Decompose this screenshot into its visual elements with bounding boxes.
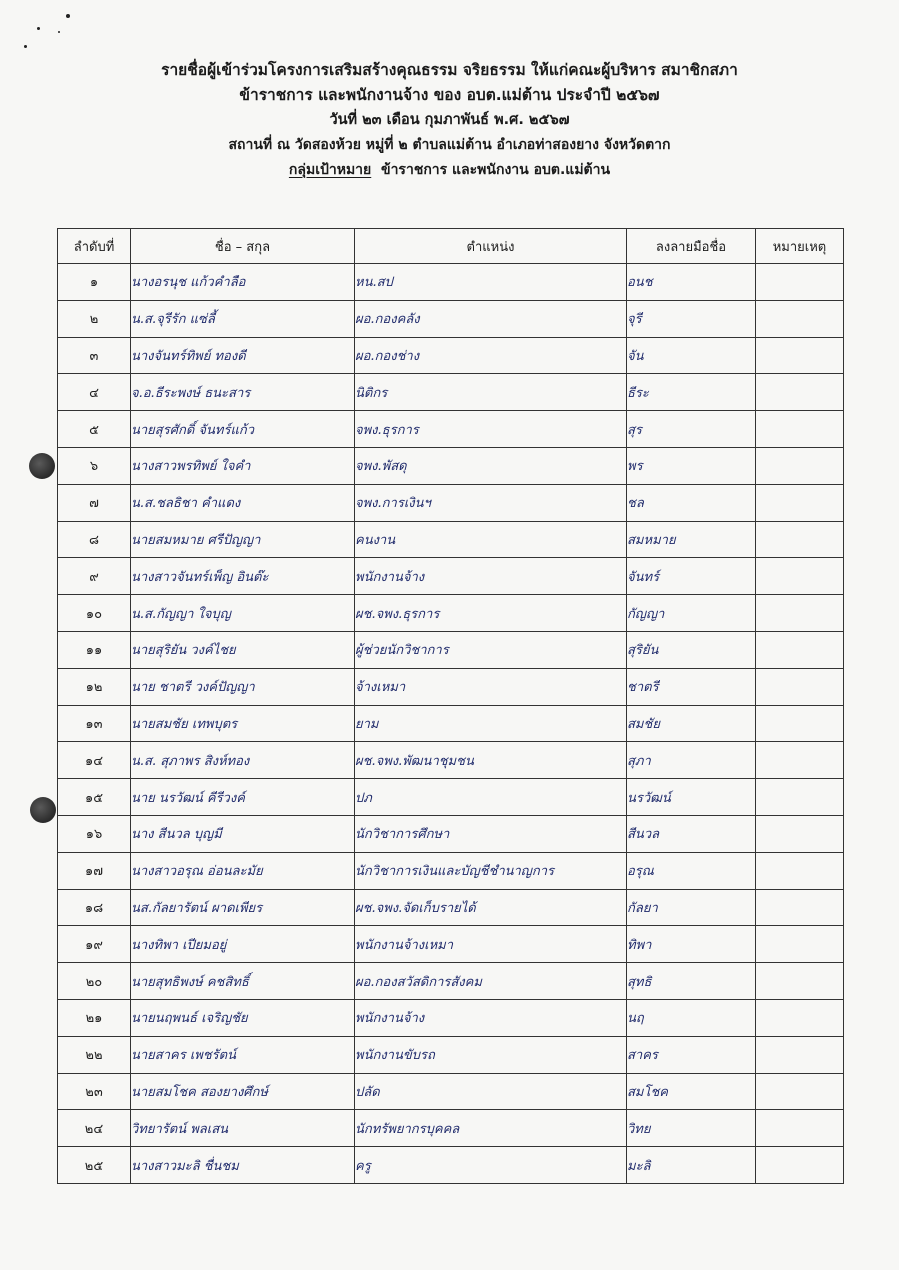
table-row <box>58 484 844 521</box>
row-position: หน.สป <box>355 264 627 301</box>
row-number: ๓ <box>58 337 131 374</box>
row-number: ๑๘ <box>58 889 131 926</box>
header-title: รายชื่อผู้เข้าร่วมโครงการเสริมสร้างคุณธรรม จริยธรรม ให้แก่คณะผู้บริหาร สมาชิกสภา <box>161 61 738 79</box>
row-note <box>756 484 844 521</box>
row-number: ๑๕ <box>58 779 131 816</box>
row-signature: สุทธิ <box>627 963 756 1000</box>
row-note <box>756 999 844 1036</box>
row-name: น.ส.จุรีรัก แซ่ลี้ <box>131 300 355 337</box>
row-signature: นฤ <box>627 999 756 1036</box>
column-header-no: ลำดับที่ <box>58 229 131 264</box>
row-note <box>756 668 844 705</box>
target-group-value: ข้าราชการ และพนักงาน อบต.แม่ต้าน <box>381 162 611 178</box>
row-name: นายสุริยัน วงค์ไชย <box>131 631 355 668</box>
table-row <box>58 999 844 1036</box>
table-row <box>58 1110 844 1147</box>
table-row <box>58 300 844 337</box>
attendance-rows <box>58 264 844 1184</box>
table-row <box>58 447 844 484</box>
table-row <box>58 521 844 558</box>
table-row <box>58 631 844 668</box>
table-row <box>58 668 844 705</box>
row-position: ผช.จพง.ธุรการ <box>355 595 627 632</box>
table-row <box>58 595 844 632</box>
row-number: ๒๐ <box>58 963 131 1000</box>
row-name: นายสมชัย เทพบุตร <box>131 705 355 742</box>
row-position: คนงาน <box>355 521 627 558</box>
table-row <box>58 337 844 374</box>
row-note <box>756 1073 844 1110</box>
row-position: ผอ.กองสวัสดิการสังคม <box>355 963 627 1000</box>
row-signature: อรุณ <box>627 852 756 889</box>
row-position: จพง.ธุรการ <box>355 411 627 448</box>
row-note <box>756 411 844 448</box>
row-position: นิติกร <box>355 374 627 411</box>
row-signature: สมชัย <box>627 705 756 742</box>
table-row <box>58 1147 844 1184</box>
row-number: ๒๑ <box>58 999 131 1036</box>
table-row <box>58 558 844 595</box>
punch-hole-top <box>29 453 55 479</box>
header-target-group <box>0 158 899 183</box>
table-row <box>58 926 844 963</box>
row-position: นักทรัพยากรบุคคล <box>355 1110 627 1147</box>
document-header <box>0 58 899 183</box>
row-note <box>756 742 844 779</box>
column-header-note: หมายเหตุ <box>756 229 844 264</box>
table-header-row <box>58 229 844 264</box>
row-number: ๑๔ <box>58 742 131 779</box>
header-location: สถานที่ ณ วัดสองห้วย หมู่ที่ ๒ ตำบลแม่ต้าน อำเภอท่าสองยาง จังหวัดตาก <box>228 137 671 153</box>
row-number: ๒๕ <box>58 1147 131 1184</box>
attendance-table <box>57 228 844 1184</box>
row-position: ผช.จพง.จัดเก็บรายได้ <box>355 889 627 926</box>
row-note <box>756 264 844 301</box>
row-number: ๙ <box>58 558 131 595</box>
row-signature: พร <box>627 447 756 484</box>
table-row <box>58 889 844 926</box>
row-name: นาย ชาตรี วงค์ปัญญา <box>131 668 355 705</box>
row-position: จ้างเหมา <box>355 668 627 705</box>
row-name: นางสาวอรุณ อ่อนละมัย <box>131 852 355 889</box>
row-position: พนักงานจ้าง <box>355 558 627 595</box>
header-date: วันที่ ๒๓ เดือน กุมภาพันธ์ พ.ศ. ๒๕๖๗ <box>329 112 570 128</box>
row-number: ๕ <box>58 411 131 448</box>
row-position: ผอ.กองช่าง <box>355 337 627 374</box>
table-row <box>58 264 844 301</box>
punch-hole-bottom <box>30 797 56 823</box>
row-signature: นรวัฒน์ <box>627 779 756 816</box>
row-position: นักวิชาการศึกษา <box>355 815 627 852</box>
row-position: พนักงานขับรถ <box>355 1036 627 1073</box>
row-signature: สุร <box>627 411 756 448</box>
row-number: ๒๒ <box>58 1036 131 1073</box>
table-row <box>58 779 844 816</box>
header-subtitle: ข้าราชการ และพนักงานจ้าง ของ อบต.แม่ต้าน ประจำปี ๒๕๖๗ <box>239 86 660 104</box>
row-note <box>756 889 844 926</box>
table-row <box>58 963 844 1000</box>
column-header-name: ชื่อ – สกุล <box>131 229 355 264</box>
row-number: ๑๓ <box>58 705 131 742</box>
row-number: ๑๒ <box>58 668 131 705</box>
row-name: นายนฤพนธ์ เจริญชัย <box>131 999 355 1036</box>
column-header-position: ตำแหน่ง <box>355 229 627 264</box>
row-note <box>756 705 844 742</box>
row-note <box>756 631 844 668</box>
row-number: ๘ <box>58 521 131 558</box>
row-note <box>756 779 844 816</box>
scan-speck <box>58 31 60 33</box>
row-number: ๑๑ <box>58 631 131 668</box>
row-position: ปภ <box>355 779 627 816</box>
row-name: นส.กัลยารัตน์ ผาดเพียร <box>131 889 355 926</box>
row-note <box>756 521 844 558</box>
row-name: นาง สีนวล บุญมี <box>131 815 355 852</box>
row-signature: ทิพา <box>627 926 756 963</box>
table-row <box>58 705 844 742</box>
row-note <box>756 595 844 632</box>
row-name: จ.อ.ธีระพงษ์ ธนะสาร <box>131 374 355 411</box>
row-note <box>756 558 844 595</box>
row-name: น.ส.ชลธิชา คำแดง <box>131 484 355 521</box>
row-signature: ธีระ <box>627 374 756 411</box>
row-number: ๑๖ <box>58 815 131 852</box>
row-position: ผอ.กองคลัง <box>355 300 627 337</box>
row-number: ๑๗ <box>58 852 131 889</box>
table-row <box>58 374 844 411</box>
row-name: นายสาคร เพชรัตน์ <box>131 1036 355 1073</box>
row-name: นางสาวจันทร์เพ็ญ อินต๊ะ <box>131 558 355 595</box>
row-name: นางจันทร์ทิพย์ ทองดี <box>131 337 355 374</box>
row-position: จพง.พัสดุ <box>355 447 627 484</box>
row-name: นางอรนุช แก้วคำลือ <box>131 264 355 301</box>
row-name: วิทยารัตน์ พลเสน <box>131 1110 355 1147</box>
row-signature: มะลิ <box>627 1147 756 1184</box>
row-number: ๒ <box>58 300 131 337</box>
row-note <box>756 1110 844 1147</box>
row-signature: ชาตรี <box>627 668 756 705</box>
row-number: ๒๓ <box>58 1073 131 1110</box>
row-name: นายสมหมาย ศรีปัญญา <box>131 521 355 558</box>
row-signature: สุภา <box>627 742 756 779</box>
row-signature: จัน <box>627 337 756 374</box>
row-signature: สาคร <box>627 1036 756 1073</box>
row-signature: สมโชค <box>627 1073 756 1110</box>
row-number: ๗ <box>58 484 131 521</box>
row-signature: จุรี <box>627 300 756 337</box>
row-number: ๑๐ <box>58 595 131 632</box>
row-number: ๔ <box>58 374 131 411</box>
row-signature: สีนวล <box>627 815 756 852</box>
row-name: น.ส. สุภาพร สิงห์ทอง <box>131 742 355 779</box>
row-signature: วิทย <box>627 1110 756 1147</box>
row-signature: สมหมาย <box>627 521 756 558</box>
table-row <box>58 1036 844 1073</box>
row-name: นางสาวมะลิ ชื่นชม <box>131 1147 355 1184</box>
table-row <box>58 742 844 779</box>
row-position: พนักงานจ้าง <box>355 999 627 1036</box>
column-header-signature: ลงลายมือชื่อ <box>627 229 756 264</box>
row-signature: กัญญา <box>627 595 756 632</box>
row-name: นางสาวพรทิพย์ ใจคำ <box>131 447 355 484</box>
row-position: ผช.จพง.พัฒนาชุมชน <box>355 742 627 779</box>
row-name: นาย นรวัฒน์ คีรีวงค์ <box>131 779 355 816</box>
row-number: ๒๔ <box>58 1110 131 1147</box>
scan-speck <box>37 27 40 30</box>
row-note <box>756 1147 844 1184</box>
row-position: พนักงานจ้างเหมา <box>355 926 627 963</box>
row-note <box>756 963 844 1000</box>
row-signature: อนช <box>627 264 756 301</box>
row-signature: สุริยัน <box>627 631 756 668</box>
scan-speck <box>66 14 70 18</box>
row-signature: ชล <box>627 484 756 521</box>
row-note <box>756 815 844 852</box>
target-group-label: กลุ่มเป้าหมาย <box>288 162 372 178</box>
row-note <box>756 852 844 889</box>
row-note <box>756 926 844 963</box>
row-position: จพง.การเงินฯ <box>355 484 627 521</box>
row-note <box>756 337 844 374</box>
row-note <box>756 300 844 337</box>
table-row <box>58 411 844 448</box>
row-number: ๑๙ <box>58 926 131 963</box>
row-note <box>756 374 844 411</box>
table-row <box>58 815 844 852</box>
row-name: นายสุทธิพงษ์ คชสิทธิ์ <box>131 963 355 1000</box>
row-signature: จันทร์ <box>627 558 756 595</box>
row-position: ยาม <box>355 705 627 742</box>
row-name: นางทิพา เปียมอยู่ <box>131 926 355 963</box>
table-row <box>58 1073 844 1110</box>
row-position: ปลัด <box>355 1073 627 1110</box>
row-position: ครู <box>355 1147 627 1184</box>
row-name: น.ส.กัญญา ใจบุญ <box>131 595 355 632</box>
table-row <box>58 852 844 889</box>
row-number: ๖ <box>58 447 131 484</box>
scan-speck <box>24 45 27 48</box>
row-number: ๑ <box>58 264 131 301</box>
row-signature: กัลยา <box>627 889 756 926</box>
row-position: ผู้ช่วยนักวิชาการ <box>355 631 627 668</box>
row-name: นายสุรศักดิ์ จันทร์แก้ว <box>131 411 355 448</box>
row-name: นายสมโชค สองยางศึกษ์ <box>131 1073 355 1110</box>
row-position: นักวิชาการเงินและบัญชีชำนาญการ <box>355 852 627 889</box>
row-note <box>756 1036 844 1073</box>
row-note <box>756 447 844 484</box>
